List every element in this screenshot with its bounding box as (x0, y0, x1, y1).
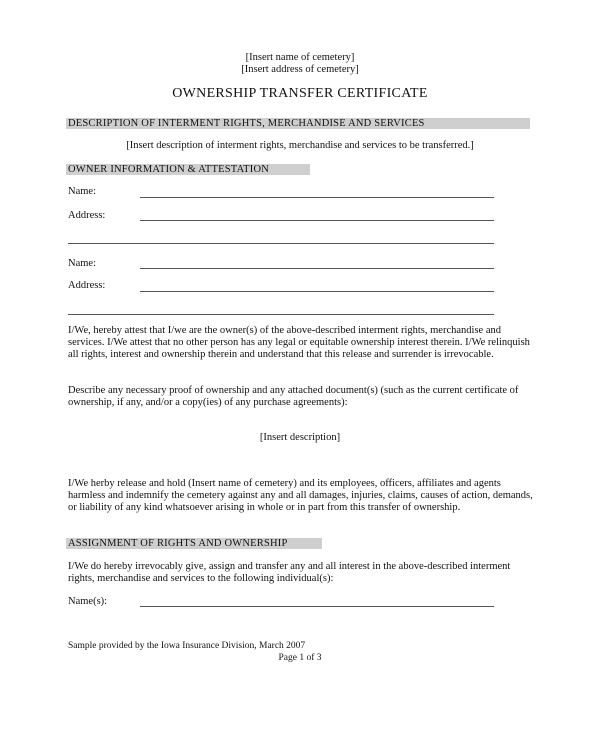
section-heading-owner-info (66, 164, 310, 175)
section-heading-description (66, 118, 530, 129)
address-line-1b[interactable] (68, 243, 494, 244)
section-heading-text: ASSIGNMENT OF RIGHTS AND OWNERSHIP (68, 538, 288, 549)
cemetery-address-placeholder: [Insert address of cemetery] (241, 64, 359, 75)
address-line-1a[interactable] (140, 220, 494, 221)
assignment-paragraph: I/We do hereby irrevocably give, assign and transfer any and all interest in the above-described interment rights, merchandise and services to the following individual(s): (68, 561, 511, 584)
attestation-paragraph: I/We, hereby attest that I/we are the owner(s) of the above-described interment rights, merchandise and services. I/We attest that no other person has any legal or equitable ownership interest therein. I/We relinquish all rights, interest and ownership therein and understand that this release and surrender is irrevocable. (68, 325, 530, 360)
address-label-1: Address: (68, 210, 106, 221)
section-heading-text: OWNER INFORMATION & ATTESTATION (68, 164, 270, 175)
description-placeholder: [Insert description of interment rights, merchandise and services to be transferred.] (126, 140, 474, 151)
names-label: Name(s): (68, 596, 108, 607)
insert-description-placeholder: [Insert description] (259, 432, 341, 443)
page-number: Page 1 of 3 (278, 653, 322, 663)
address-label-2: Address: (68, 280, 106, 291)
address-line-2a[interactable] (140, 291, 494, 292)
section-heading-assignment (66, 538, 322, 549)
section-heading-text: DESCRIPTION OF INTERMENT RIGHTS, MERCHANDISE AND SERVICES (68, 118, 425, 129)
release-paragraph: I/We herby release and hold (Insert name of cemetery) and its employees, officers, affiliates and agents harmless and indemnify the cemetery against any and all damages, injuries, claims, causes of action, demands, or liability of any kind whatsoever arising in whole or in part from this transfer of ownership. (68, 478, 533, 513)
proof-paragraph: Describe any necessary proof of ownership and any attached document(s) (such as the current certificate of ownership, if any, and/or a copy(ies) of any purchase agreements): (68, 385, 519, 408)
name-line-1[interactable] (140, 197, 494, 198)
name-label-2: Name: (68, 258, 96, 269)
page-title: OWNERSHIP TRANSFER CERTIFICATE (172, 86, 428, 101)
cemetery-name-placeholder: [Insert name of cemetery] (245, 52, 355, 63)
address-line-2b[interactable] (68, 314, 494, 315)
sample-note: Sample provided by the Iowa Insurance Division, March 2007 (68, 641, 306, 651)
names-line[interactable] (140, 606, 494, 607)
name-line-2[interactable] (140, 268, 494, 269)
name-label-1: Name: (68, 186, 96, 197)
